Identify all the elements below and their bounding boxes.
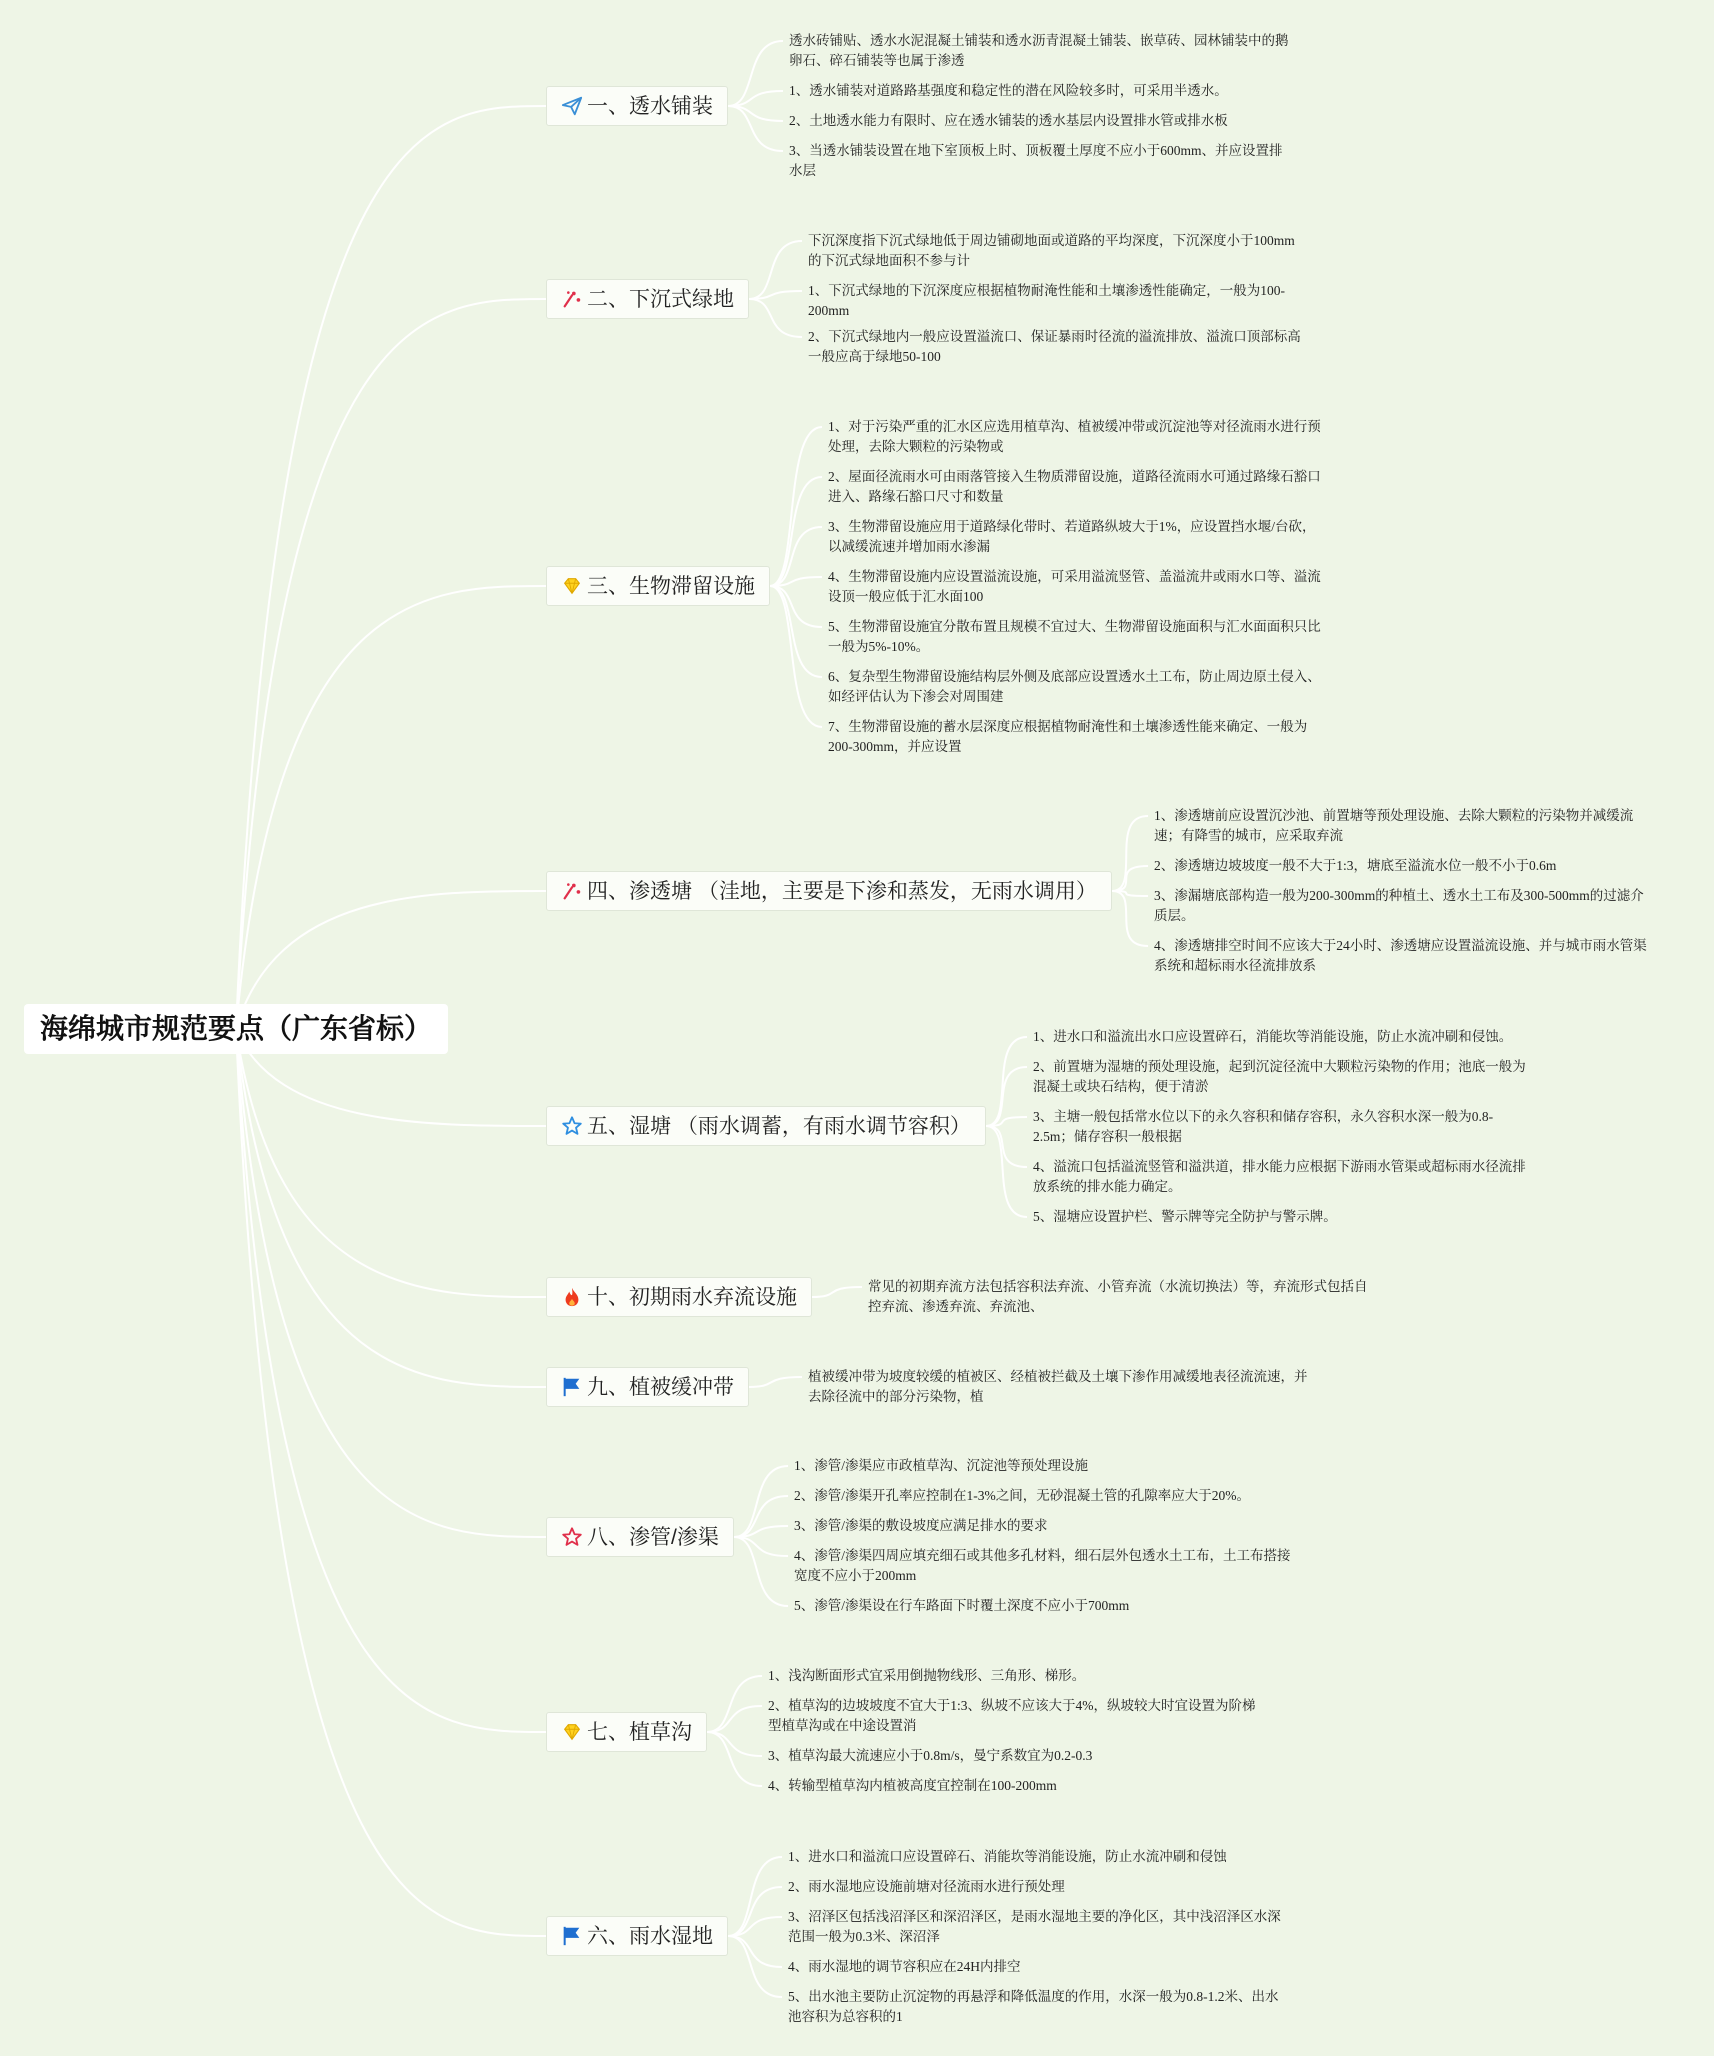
branch-label: 四、渗透塘 （洼地，主要是下渗和蒸发，无雨水调用） <box>587 880 1097 903</box>
leaf-text: 3、渗管/渗渠的敷设坡度应满足排水的要求 <box>794 1518 1048 1533</box>
connector-line <box>707 1732 762 1756</box>
leaf-text: 1、透水铺装对道路路基强度和稳定性的潜在风险较多时，可采用半透水。 <box>789 83 1228 98</box>
leaf-text: 4、渗管/渗渠四周应填充细石或其他多孔材料，细石层外包透水土工布，土工布搭接宽度不应小于200mm <box>794 1548 1291 1583</box>
leaf-text: 2、渗管/渗渠开孔率应控制在1-3%之间，无砂混凝土管的孔隙率应大于20%。 <box>794 1488 1250 1503</box>
root-topic[interactable]: 海绵城市规范要点（广东省标） <box>24 1004 448 1054</box>
connector-line <box>728 106 783 151</box>
paper-plane-icon <box>561 95 583 117</box>
leaf-text: 5、出水池主要防止沉淀物的再悬浮和降低温度的作用，水深一般为0.8-1.2米、出水池容积为总容积的1 <box>788 1989 1279 2024</box>
star-icon <box>561 1115 583 1137</box>
leaf-text: 1、下沉式绿地的下沉深度应根据植物耐淹性能和土壤渗透性能确定，一般为100-200mm <box>808 283 1285 318</box>
connector-line <box>728 1887 782 1936</box>
branch-label: 七、植草沟 <box>587 1721 692 1744</box>
connector-line <box>728 1936 782 1997</box>
branch-permeable-pavement[interactable] <box>546 86 728 126</box>
connector-line <box>707 1706 762 1732</box>
branch-bioretention[interactable] <box>546 566 770 606</box>
connector-line <box>986 1117 1027 1126</box>
leaf-text: 1、进水口和溢流出水口应设置碎石，消能坎等消能设施，防止水流冲刷和侵蚀。 <box>1033 1029 1513 1044</box>
branch-infiltration-pond[interactable] <box>546 871 1112 911</box>
connector-line <box>707 1676 762 1732</box>
leaf-text: 3、沼泽区包括浅沼泽区和深沼泽区，是雨水湿地主要的净化区，其中浅沼泽区水深范围一般为0.3米、深沼泽 <box>788 1909 1281 1944</box>
leaf-text: 2、雨水湿地应设施前塘对径流雨水进行预处理 <box>788 1879 1065 1894</box>
branch-label: 九、植被缓冲带 <box>587 1376 734 1399</box>
connector-line <box>1112 891 1148 946</box>
leaf-text: 4、转输型植草沟内植被高度宜控制在100-200mm <box>768 1778 1057 1793</box>
connector-line <box>770 477 822 586</box>
branch-wet-pond[interactable] <box>546 1106 986 1146</box>
branch-vegetated-buffer[interactable] <box>546 1367 749 1407</box>
leaf-text: 透水砖铺贴、透水水泥混凝土铺装和透水沥青混凝土铺装、嵌草砖、园林铺装中的鹅卵石、碎石铺装等也属于渗透 <box>789 33 1289 68</box>
connector-line <box>1112 816 1148 891</box>
sparkle-icon <box>561 288 583 310</box>
branch-grass-swale[interactable] <box>546 1712 707 1752</box>
connector-line <box>986 1037 1027 1126</box>
flag-icon <box>561 1925 583 1947</box>
connector-line <box>749 1377 802 1387</box>
leaf-text: 2、土地透水能力有限时、应在透水铺装的透水基层内设置排水管或排水板 <box>789 113 1228 128</box>
flag-icon <box>561 1376 583 1398</box>
connector-line <box>707 1732 762 1786</box>
connector-line <box>236 299 546 1029</box>
connector-line <box>728 1936 782 1967</box>
connector-line <box>728 41 783 106</box>
leaf-text: 1、渗管/渗渠应市政植草沟、沉淀池等预处理设施 <box>794 1458 1089 1473</box>
leaf-text: 6、复杂型生物滞留设施结构层外侧及底部应设置透水土工布，防止周边原土侵入、如经评估认为下渗会对周围建 <box>828 669 1321 704</box>
leaf-text: 2、植草沟的边坡坡度不宜大于1:3、纵坡不应该大于4%，纵坡较大时宜设置为阶梯型植草沟或在中途设置消 <box>768 1698 1256 1733</box>
branch-label: 五、湿塘 （雨水调蓄，有雨水调节容积） <box>587 1115 971 1138</box>
leaf-text: 3、渗漏塘底部构造一般为200-300mm的种植土、透水土工布及300-500mm的过滤介质层。 <box>1154 888 1644 923</box>
leaf-text: 7、生物滞留设施的蓄水层深度应根据植物耐淹性和土壤渗透性能来确定、一般为200-300mm，并应设置 <box>828 719 1308 754</box>
connector-line <box>728 91 783 106</box>
connector-line <box>1112 891 1148 896</box>
connector-line <box>986 1126 1027 1217</box>
connector-line <box>236 1029 546 1297</box>
connector-line <box>986 1067 1027 1126</box>
leaf-text: 1、进水口和溢流口应设置碎石、消能坎等消能设施，防止水流冲刷和侵蚀 <box>788 1849 1227 1864</box>
star-outline-icon <box>561 1526 583 1548</box>
connector-line <box>734 1466 788 1537</box>
leaf-text: 1、渗透塘前应设置沉沙池、前置塘等预处理设施、去除大颗粒的污染物并减缓流速；有降雪的城市，应采取弃流 <box>1154 808 1634 843</box>
sparkle-icon <box>561 880 583 902</box>
connector-line <box>236 586 546 1029</box>
connector-line <box>770 427 822 586</box>
connector-line <box>749 241 802 299</box>
connector-line <box>236 1029 546 1537</box>
branch-first-flush[interactable] <box>546 1277 812 1317</box>
leaf-text: 2、渗透塘边坡坡度一般不大于1:3，塘底至溢流水位一般不小于0.6m <box>1154 858 1557 873</box>
leaf-text: 4、生物滞留设施内应设置溢流设施，可采用溢流竖管、盖溢流井或雨水口等、溢流设顶一般应低于汇水面100 <box>828 569 1321 604</box>
leaf-text: 植被缓冲带为坡度较缓的植被区、经植被拦截及土壤下渗作用减缓地表径流流速，并去除径流中的部分污染物，植 <box>808 1369 1308 1404</box>
branch-label: 三、生物滞留设施 <box>587 575 755 598</box>
connector-line <box>236 106 546 1029</box>
leaf-text: 3、生物滞留设施应用于道路绿化带时、若道路纵坡大于1%，应设置挡水堰/台砍，以减缓流速并增加雨水渗漏 <box>828 519 1316 554</box>
branch-label: 二、下沉式绿地 <box>587 288 734 311</box>
leaf-text: 2、前置塘为湿塘的预处理设施，起到沉淀径流中大颗粒污染物的作用；池底一般为混凝土或块石结构，便于清淤 <box>1033 1059 1526 1094</box>
connector-line <box>728 1857 782 1936</box>
leaf-text: 4、溢流口包括溢流竖管和溢洪道，排水能力应根据下游雨水管渠或超标雨水径流排放系统的排水能力确定。 <box>1033 1159 1526 1194</box>
connector-line <box>728 1917 782 1936</box>
connector-line <box>770 586 822 627</box>
connector-line <box>728 106 783 121</box>
fire-icon <box>561 1286 583 1308</box>
branch-sunken-greenland[interactable] <box>546 279 749 319</box>
leaf-text: 2、屋面径流雨水可由雨落管接入生物质滞留设施，道路径流雨水可通过路缘石豁口进入、路缘石豁口尺寸和数量 <box>828 469 1321 504</box>
connector-line <box>236 1029 546 1387</box>
connector-line <box>770 527 822 586</box>
diamond-icon <box>561 575 583 597</box>
leaf-text: 4、渗透塘排空时间不应该大于24小时、渗透塘应设置溢流设施、并与城市雨水管渠系统和超标雨水径流排放系 <box>1154 938 1647 973</box>
leaf-text: 4、雨水湿地的调节容积应在24H内排空 <box>788 1959 1021 1974</box>
connector-line <box>236 1029 546 1732</box>
diamond-icon <box>561 1721 583 1743</box>
connector-line <box>770 577 822 586</box>
connector-line <box>734 1537 788 1556</box>
connector-line <box>1112 866 1148 891</box>
connector-line <box>734 1496 788 1537</box>
leaf-text: 下沉深度指下沉式绿地低于周边铺砌地面或道路的平均深度，下沉深度小于100mm的下沉式绿地面积不参与计 <box>808 233 1295 268</box>
leaf-text: 1、对于污染严重的汇水区应选用植草沟、植被缓冲带或沉淀池等对径流雨水进行预处理，去除大颗粒的污染物或 <box>828 419 1321 454</box>
connector-line <box>986 1126 1027 1167</box>
branch-label: 八、渗管/渗渠 <box>587 1526 719 1549</box>
leaf-text: 1、浅沟断面形式宜采用倒抛物线形、三角形、梯形。 <box>768 1668 1086 1683</box>
branch-stormwater-wetland[interactable] <box>546 1916 728 1956</box>
leaf-text: 3、主塘一般包括常水位以下的永久容积和储存容积，永久容积水深一般为0.8-2.5m；储存容积一般根据 <box>1033 1109 1494 1144</box>
connector-line <box>734 1526 788 1537</box>
connector-line <box>770 586 822 677</box>
connector-line <box>236 1029 546 1936</box>
connector-line <box>749 299 802 337</box>
leaf-text: 5、湿塘应设置护栏、警示牌等完全防护与警示牌。 <box>1033 1209 1337 1224</box>
branch-label: 十、初期雨水弃流设施 <box>587 1286 797 1309</box>
leaf-text: 5、生物滞留设施宜分散布置且规模不宜过大、生物滞留设施面积与汇水面面积只比一般为5%-10%。 <box>828 619 1321 654</box>
leaf-text: 3、当透水铺装设置在地下室顶板上时、顶板覆土厚度不应小于600mm、并应设置排水层 <box>789 143 1283 178</box>
branch-label: 六、雨水湿地 <box>587 1925 713 1948</box>
leaf-text: 2、下沉式绿地内一般应设置溢流口、保证暴雨时径流的溢流排放、溢流口顶部标高一般应高于绿地50-100 <box>808 329 1301 364</box>
leaf-text: 常见的初期弃流方法包括容积法弃流、小管弃流（水流切换法）等，弃流形式包括自控弃流、渗透弃流、弃流池、 <box>868 1279 1368 1314</box>
connector-line <box>770 586 822 727</box>
branch-infiltration-pipe[interactable] <box>546 1517 734 1557</box>
branch-label: 一、透水铺装 <box>587 95 713 118</box>
leaf-text: 5、渗管/渗渠设在行车路面下时覆土深度不应小于700mm <box>794 1598 1130 1613</box>
leaf-text: 3、植草沟最大流速应小于0.8m/s，曼宁系数宜为0.2-0.3 <box>768 1748 1093 1763</box>
connector-line <box>812 1287 862 1297</box>
connector-line <box>734 1537 788 1606</box>
connector-line <box>749 291 802 299</box>
